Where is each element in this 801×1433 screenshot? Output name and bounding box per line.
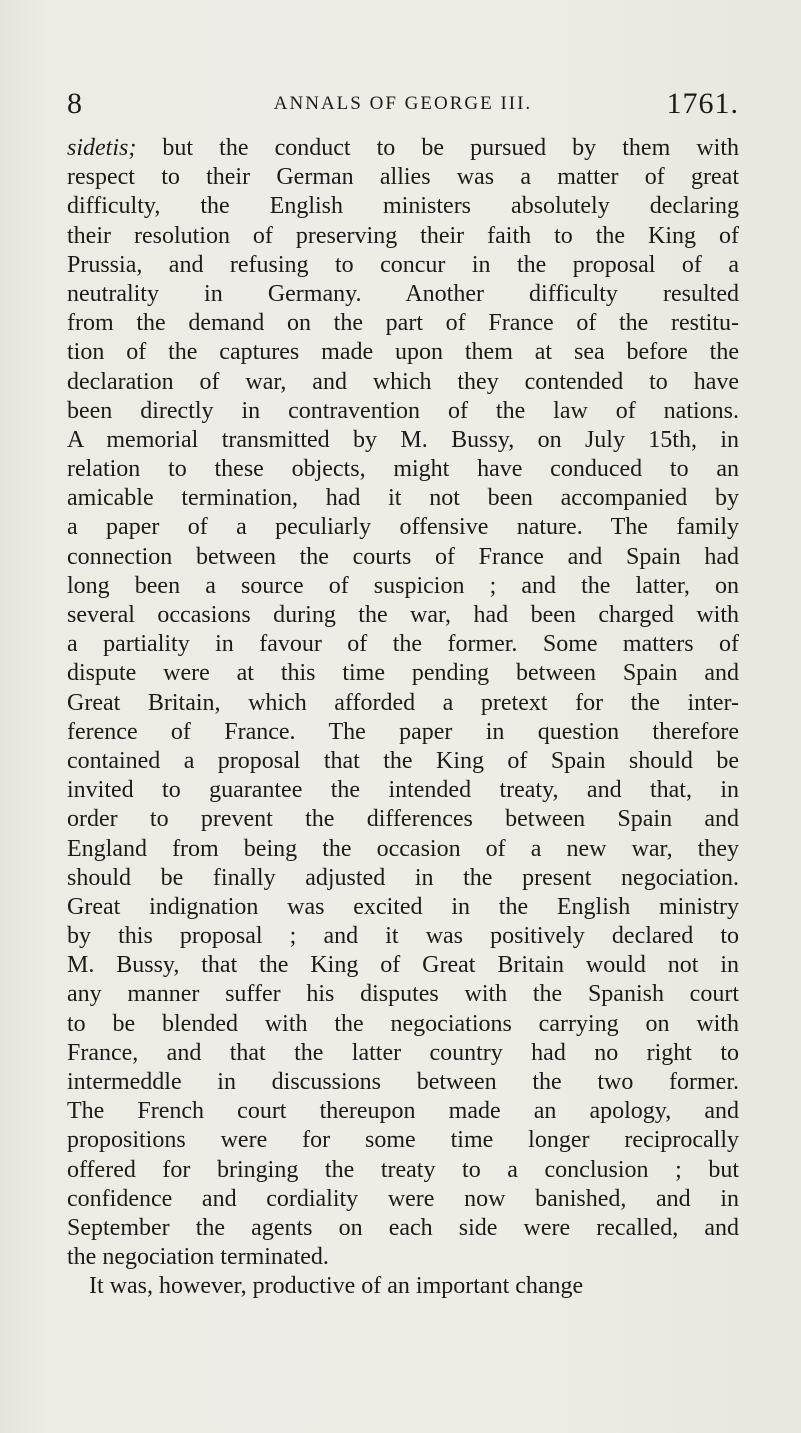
text-line: ference of France. The paper in question therefore: [67, 718, 739, 745]
text-line: declaration of war, and which they contended to have: [67, 368, 739, 395]
body-text: [67, 134, 739, 1302]
text-line: several occasions during the war, had been charged with: [67, 602, 739, 628]
text-line: neutrality in Germany. Another difficulty resulted: [67, 280, 739, 307]
text-line: A memorial transmitted by M. Bussy, on July 15th, in: [67, 426, 739, 453]
text-line: dispute were at this time pending between Spain and: [67, 660, 739, 687]
text-line-rest: but the conduct to be pursued by them with: [136, 135, 739, 161]
text-line: France, and that the latter country had no right to: [67, 1039, 739, 1066]
text-line: invited to guarantee the intended treaty, and that, in: [67, 777, 739, 804]
text-line: long been a source of suspicion ; and the latter, on: [67, 572, 739, 599]
text-line: any manner suffer his disputes with the Spanish court: [67, 981, 739, 1008]
text-line: offered for bringing the treaty to a conclusion ; but: [67, 1156, 739, 1183]
text-line: by this proposal ; and it was positively declared to: [67, 923, 739, 950]
text-line: confidence and cordiality were now banished, and in: [67, 1185, 739, 1212]
text-line: [67, 134, 739, 163]
text-line: Prussia, and refusing to concur in the proposal of a: [67, 251, 739, 278]
text-line: difficulty, the English ministers absolutely declaring: [67, 193, 739, 220]
text-line: to be blended with the negociations carrying on with: [67, 1010, 739, 1037]
text-line: amicable termination, had it not been accompanied by: [67, 485, 739, 512]
text-line: propositions were for some time longer reciprocally: [67, 1127, 739, 1154]
text-line: a paper of a peculiarly offensive nature. The family: [67, 514, 739, 541]
text-line: tion of the captures made upon them at sea before the: [67, 339, 739, 366]
text-line: from the demand on the part of France of the restitu-: [67, 310, 739, 337]
text-line: England from being the occasion of a new war, they: [67, 835, 739, 862]
text-line: M. Bussy, that the King of Great Britain would not in: [67, 952, 739, 979]
text-line: their resolution of preserving their faith to the King of: [67, 222, 739, 249]
page-header: [67, 84, 739, 124]
text-line: The French court thereupon made an apology, and: [67, 1098, 739, 1125]
text-line: order to prevent the differences between Spain and: [67, 806, 739, 833]
text-line: Great indignation was excited in the English ministry: [67, 893, 739, 920]
text-line: contained a proposal that the King of Spain should be: [67, 747, 739, 774]
italic-word: sidetis;: [67, 135, 137, 161]
header-year: 1761.: [666, 87, 739, 120]
text-line: intermeddle in discussions between the two former.: [67, 1069, 739, 1095]
text-line: It was, however, productive of an important change: [89, 1273, 584, 1300]
text-line: the negociation terminated.: [67, 1244, 329, 1271]
text-line: connection between the courts of France and Spain had: [67, 543, 739, 570]
text-line: should be finally adjusted in the present negociation.: [67, 864, 739, 891]
text-line: been directly in contravention of the law of nations.: [67, 397, 739, 424]
text-line: Great Britain, which afforded a pretext for the inter-: [67, 689, 739, 716]
text-line: a partiality in favour of the former. Some matters of: [67, 631, 739, 658]
page-number: 8: [67, 87, 82, 120]
running-head: ANNALS OF GEORGE III.: [273, 93, 533, 114]
text-line: relation to these objects, might have conduced to an: [67, 456, 739, 483]
text-line: September the agents on each side were recalled, and: [67, 1214, 739, 1241]
text-line: respect to their German allies was a matter of great: [67, 164, 739, 191]
